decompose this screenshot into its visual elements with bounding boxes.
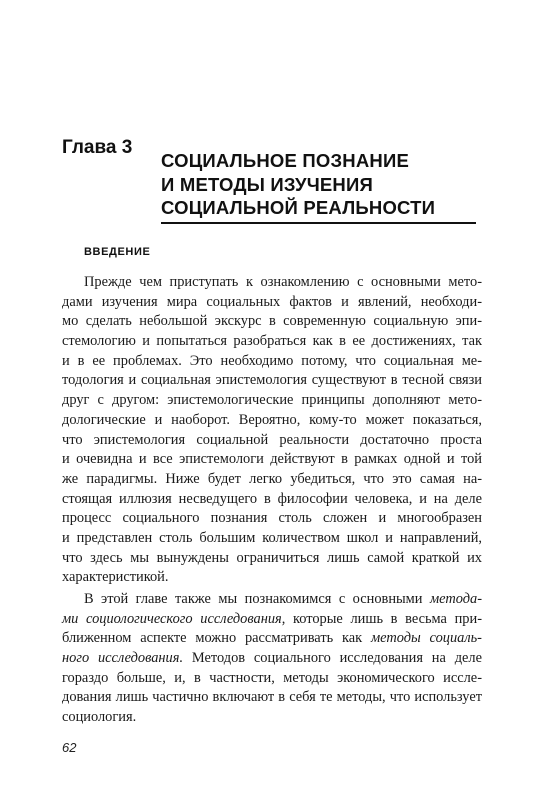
chapter-title-line: И МЕТОДЫ ИЗУЧЕНИЯ — [161, 173, 373, 195]
text-line: дами изучения мира социальных фактов и явлений, необходи- — [62, 293, 482, 310]
text-line: ми социологического исследования, которые лишь в весьма при- — [62, 610, 482, 627]
italic-term: ного исследования. — [62, 650, 184, 667]
text-line: же парадигмы. Ниже будет легко убедиться, что это самая на- — [62, 470, 482, 487]
text-line: процесс социального познания столь сложен и многообразен — [62, 510, 482, 527]
chapter-title-line: СОЦИАЛЬНОЙ РЕАЛЬНОСТИ — [161, 197, 436, 218]
text-line: что здесь мы вынуждены ограничиться лишь самой краткой их — [62, 549, 482, 566]
text-line: что эпистемология социальной реальности достаточно проста — [62, 431, 482, 448]
text-line: и очевидна и все эпистемологи действуют в рамках одной и той — [62, 451, 482, 468]
text-line: характеристикой. — [62, 569, 169, 586]
text-line: дования лишь частично включают в себя те методы, что использует — [62, 689, 482, 706]
body-text — [62, 273, 482, 728]
title-underline — [161, 222, 476, 224]
text-line: и в ее проблемах. Это необходимо потому, что социальная ме- — [62, 352, 482, 369]
text-line: гораздо больше, и, в частности, методы экономического иссле- — [62, 669, 482, 686]
text-line: ближенном аспекте можно рассматривать как методы социаль- — [62, 630, 482, 647]
text-line: стоящая иллюзия несведущего в философии человека, и на деле — [62, 490, 482, 507]
text-line: друг с другом: эпистемологические принципы дополняют мето- — [62, 392, 482, 409]
text-line: ного исследования. Методов социального исследования на деле — [62, 650, 482, 667]
text-line: тодология и социальная эпистемология существуют в тесной связи — [62, 372, 482, 389]
text-line: мо сделать небольшой экскурс в современную социальную эпи- — [62, 313, 482, 330]
chapter-title-line: СОЦИАЛЬНОЕ ПОЗНАНИЕ — [161, 150, 409, 171]
italic-term: методы социаль- — [370, 630, 482, 647]
text-line: социология. — [62, 709, 137, 726]
italic-term: ми социологического исследования — [62, 610, 282, 627]
chapter-title — [161, 149, 435, 220]
section-heading: ВВЕДЕНИЕ — [84, 246, 151, 258]
page-number: 62 — [62, 740, 77, 755]
text-line: и представлен столь большим количеством школ и направлений, — [62, 529, 482, 546]
text-line: стемологию и попытаться разобраться как в ее достижениях, так — [62, 333, 482, 350]
text-line: дологические и наоборот. Вероятно, кому-то может показаться, — [62, 411, 482, 428]
text-line: В этой главе также мы познакомимся с основными метода- — [84, 591, 482, 607]
italic-term: метода- — [429, 591, 482, 607]
chapter-label: Глава 3 — [62, 137, 133, 158]
text-line: Прежде чем приступать к ознакомлению с основными мето- — [84, 274, 482, 290]
